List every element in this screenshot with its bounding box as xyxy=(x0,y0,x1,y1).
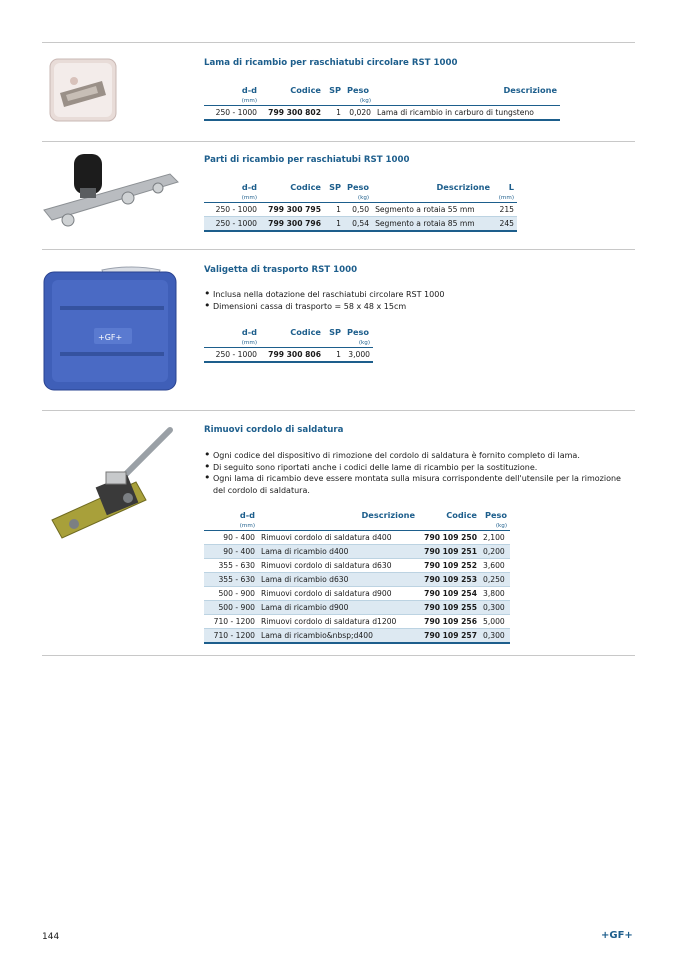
col-header: Codice xyxy=(290,85,321,95)
table-row xyxy=(204,629,510,644)
section-4-table xyxy=(204,509,510,644)
section-4-title: Rimuovi cordolo di saldatura xyxy=(204,425,344,435)
cell: 0,300 xyxy=(480,629,510,644)
spare-blade-image xyxy=(44,55,122,125)
col-header: Descrizione xyxy=(503,85,557,95)
cell: Segmento a rotaia 55 mm xyxy=(372,203,493,217)
col-header: Descrizione xyxy=(361,510,415,520)
cell: 500 - 900 xyxy=(204,601,258,615)
cell: 245 xyxy=(493,217,517,232)
section-1-table xyxy=(204,84,560,121)
cell: 799 300 806 xyxy=(260,348,324,363)
section-2-table xyxy=(204,181,517,232)
page-number: 144 xyxy=(42,932,60,942)
cell: 710 - 1200 xyxy=(204,629,258,644)
cell: 710 - 1200 xyxy=(204,615,258,629)
cell: 799 300 802 xyxy=(260,106,324,121)
cell: 1 xyxy=(324,203,344,217)
cell: 250 - 1000 xyxy=(204,106,260,121)
section-divider xyxy=(42,410,635,411)
cell: 500 - 900 xyxy=(204,587,258,601)
table-row xyxy=(204,348,373,363)
cell: Lama di ricambio d630 xyxy=(258,573,418,587)
section-4-bullets xyxy=(204,450,634,496)
cell: 250 - 1000 xyxy=(204,203,260,217)
table-row xyxy=(204,531,510,545)
section-divider xyxy=(42,655,635,656)
top-divider xyxy=(42,42,635,43)
col-header: d-d xyxy=(241,85,257,95)
cell: Rimuovi cordolo di saldatura d400 xyxy=(258,531,418,545)
col-unit: (mm) xyxy=(204,339,260,348)
col-header: SP xyxy=(329,182,341,192)
cell: Lama di ricambio d900 xyxy=(258,601,418,615)
cell: 790 109 257 xyxy=(418,629,480,644)
cell: 3,800 xyxy=(480,587,510,601)
cell: Lama di ricambio d400 xyxy=(258,545,418,559)
table-row xyxy=(204,615,510,629)
cell: Lama di ricambio in carburo di tungsteno xyxy=(374,106,560,121)
col-header: Peso xyxy=(347,85,370,95)
col-header: SP xyxy=(329,85,341,95)
col-header: d-d xyxy=(241,327,257,337)
cell: Lama di ricambio&nbsp;d400 xyxy=(258,629,418,644)
col-header: L xyxy=(508,182,514,192)
weld-bead-remover-image xyxy=(44,424,184,544)
table-row xyxy=(204,545,510,559)
col-header: Descrizione xyxy=(436,182,490,192)
bullet-item: • Di seguito sono riportati anche i codici delle lame di ricambio per la sostituzione. xyxy=(204,462,634,474)
cell: 215 xyxy=(493,203,517,217)
cell: 790 109 252 xyxy=(418,559,480,573)
cell: 799 300 796 xyxy=(260,217,324,232)
cell: 355 - 630 xyxy=(204,559,258,573)
cell: 790 109 255 xyxy=(418,601,480,615)
cell: Segmento a rotaia 85 mm xyxy=(372,217,493,232)
cell: 1 xyxy=(324,217,344,232)
col-header: SP xyxy=(329,327,341,337)
cell: 355 - 630 xyxy=(204,573,258,587)
cell: 0,020 xyxy=(344,106,374,121)
section-3-title: Valigetta di trasporto RST 1000 xyxy=(204,265,358,275)
cell: 790 109 253 xyxy=(418,573,480,587)
col-unit: (kg) xyxy=(344,194,372,203)
section-divider xyxy=(42,141,635,142)
cell: 5,000 xyxy=(480,615,510,629)
col-unit: (mm) xyxy=(204,97,260,106)
cell: 3,000 xyxy=(344,348,373,363)
col-unit: (kg) xyxy=(344,97,374,106)
rail-segment-image xyxy=(40,152,182,232)
bullet-item: • Ogni codice del dispositivo di rimozione del cordolo di saldatura è fornito completo di lama. xyxy=(204,450,634,462)
cell: 0,300 xyxy=(480,601,510,615)
case-logo: +GF+ xyxy=(98,333,123,342)
col-header: Codice xyxy=(446,510,477,520)
col-unit: (mm) xyxy=(204,522,258,531)
cell: 1 xyxy=(324,348,344,363)
cell: 799 300 795 xyxy=(260,203,324,217)
cell: 790 109 256 xyxy=(418,615,480,629)
table-row xyxy=(204,106,560,121)
bullet-item: • Dimensioni cassa di trasporto = 58 x 48 x 15cm xyxy=(204,301,444,313)
cell: 250 - 1000 xyxy=(204,348,260,363)
col-header: d-d xyxy=(241,182,257,192)
bullet-item: • Ogni lama di ricambio deve essere montata sulla misura corrispondente dell'utensile per la rimozione del cordolo di saldatura. xyxy=(204,473,634,496)
col-header: Peso xyxy=(347,182,370,192)
section-1-title: Lama di ricambio per raschiatubi circolare RST 1000 xyxy=(204,58,458,68)
col-header: Peso xyxy=(484,510,507,520)
col-unit: (mm) xyxy=(493,194,517,203)
cell: Rimuovi cordolo di saldatura d1200 xyxy=(258,615,418,629)
col-header: Codice xyxy=(290,327,321,337)
cell: 90 - 400 xyxy=(204,545,258,559)
col-unit: (kg) xyxy=(344,339,373,348)
bullet-item: • Inclusa nella dotazione del raschiatubi circolare RST 1000 xyxy=(204,289,444,301)
cell: 250 - 1000 xyxy=(204,217,260,232)
section-divider xyxy=(42,249,635,250)
col-header: Codice xyxy=(290,182,321,192)
section-3-table xyxy=(204,326,373,363)
table-row xyxy=(204,573,510,587)
cell: 2,100 xyxy=(480,531,510,545)
carry-case-image xyxy=(40,262,182,394)
table-row xyxy=(204,587,510,601)
section-3-bullets xyxy=(204,289,444,312)
gf-logo: +GF+ xyxy=(601,930,633,941)
cell: 790 109 250 xyxy=(418,531,480,545)
cell: Rimuovi cordolo di saldatura d900 xyxy=(258,587,418,601)
table-row xyxy=(204,203,517,217)
cell: 0,54 xyxy=(344,217,372,232)
col-unit: (mm) xyxy=(204,194,260,203)
cell: 0,50 xyxy=(344,203,372,217)
col-unit: (kg) xyxy=(480,522,510,531)
cell: Rimuovi cordolo di saldatura d630 xyxy=(258,559,418,573)
cell: 0,250 xyxy=(480,573,510,587)
table-row xyxy=(204,217,517,232)
table-row xyxy=(204,559,510,573)
col-header: d-d xyxy=(239,510,255,520)
col-header: Peso xyxy=(347,327,370,337)
cell: 790 109 251 xyxy=(418,545,480,559)
cell: 1 xyxy=(324,106,344,121)
cell: 0,200 xyxy=(480,545,510,559)
table-row xyxy=(204,601,510,615)
cell: 90 - 400 xyxy=(204,531,258,545)
cell: 790 109 254 xyxy=(418,587,480,601)
cell: 3,600 xyxy=(480,559,510,573)
section-2-title: Parti di ricambio per raschiatubi RST 1000 xyxy=(204,155,410,165)
